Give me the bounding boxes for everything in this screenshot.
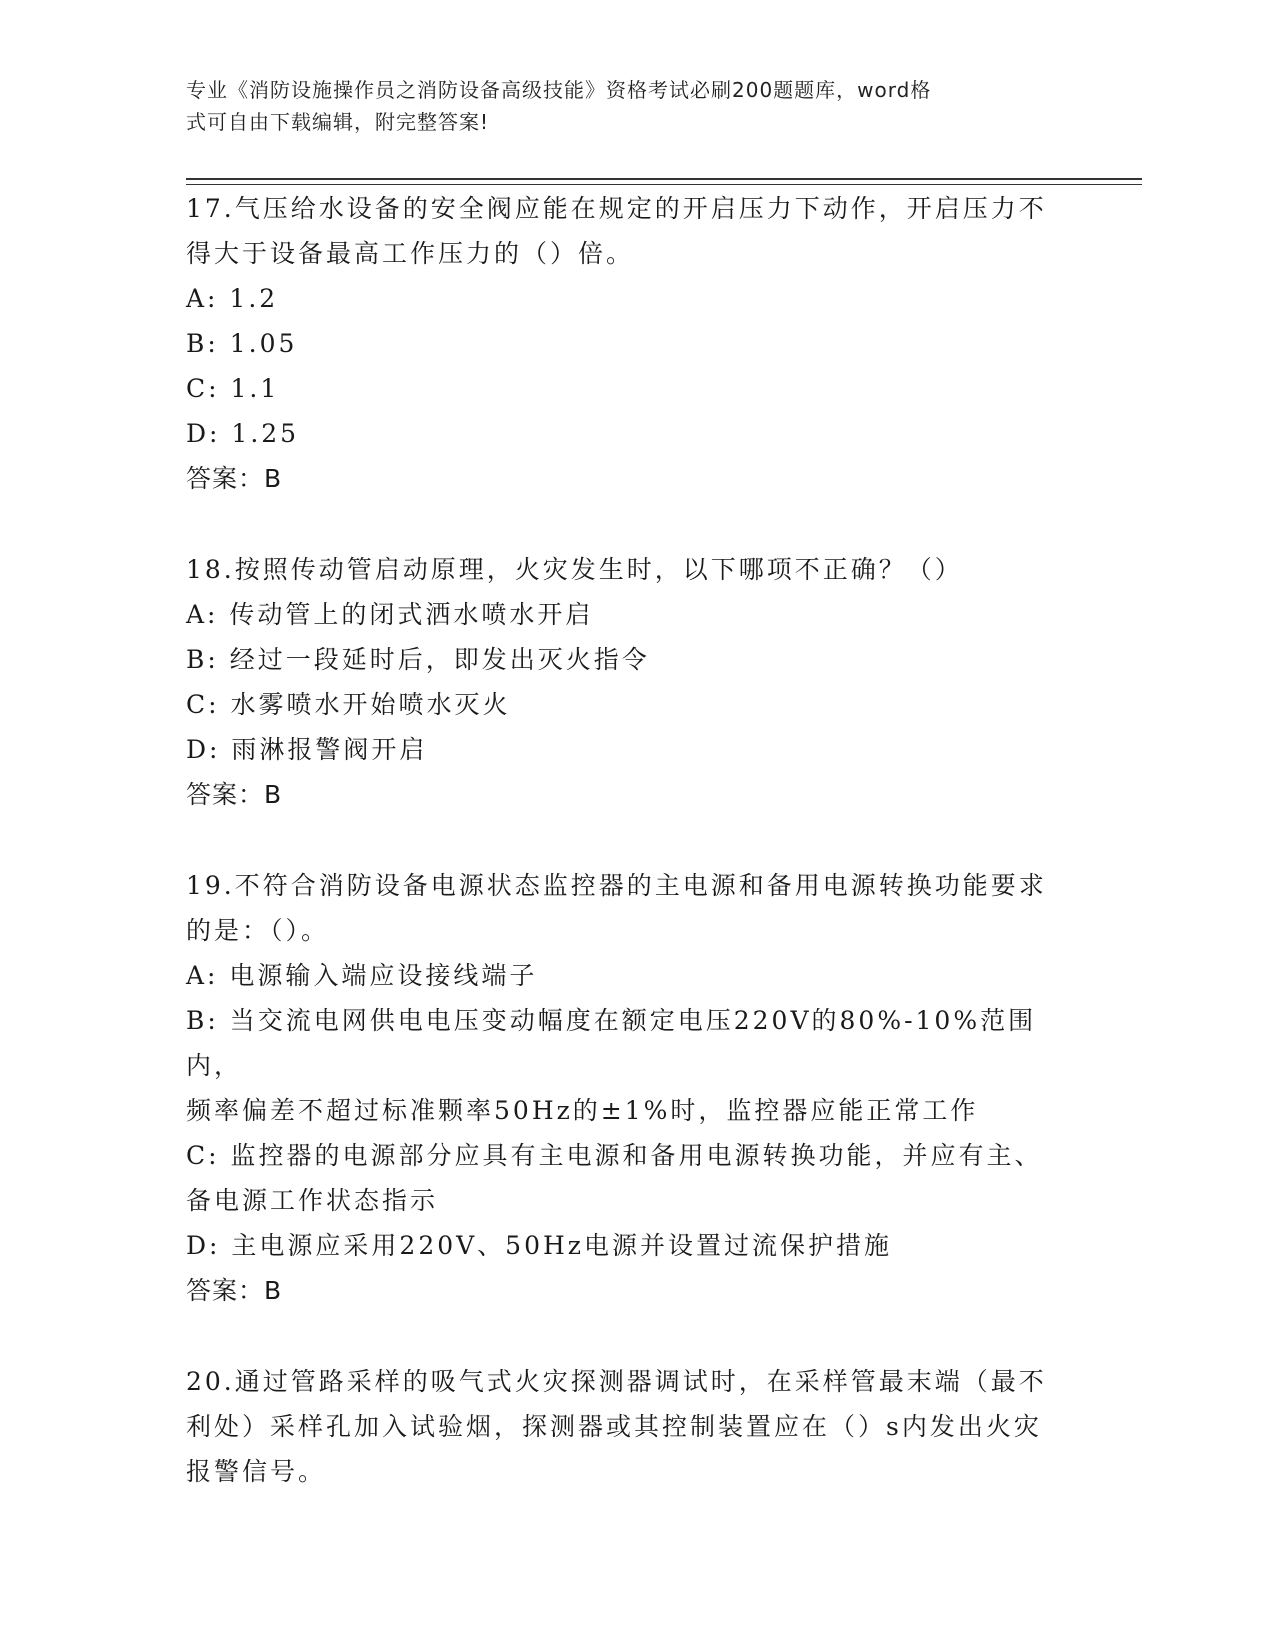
option-c-continued: 备电源工作状态指示 [186, 1186, 439, 1215]
option-d: D: 雨淋报警阀开启 [186, 735, 428, 764]
header-line-2: 式可自由下载编辑，附完整答案! [186, 110, 490, 134]
question-stem-line: 18.按照传动管启动原理，火灾发生时，以下哪项不正确？（） [186, 555, 963, 584]
option-a: A: 1.2 [186, 284, 279, 313]
option-a: A: 传动管上的闭式洒水喷水开启 [186, 600, 594, 629]
answer-line: 答案：B [186, 780, 283, 809]
question-list [186, 186, 1086, 1494]
option-b-continued: 频率偏差不超过标准颗率50Hz的±1%时，监控器应能正常工作 [186, 1096, 979, 1125]
header-divider-thick [186, 178, 1142, 180]
question-stem-line: 报警信号。 [186, 1457, 327, 1486]
answer-line: 答案：B [186, 464, 283, 493]
option-b: B: 经过一段延时后，即发出灭火指令 [186, 645, 650, 674]
option-c: C: 1.1 [186, 374, 280, 403]
option-d: D: 主电源应采用220V、50Hz电源并设置过流保护措施 [186, 1231, 892, 1260]
question-stem-line: 20.通过管路采样的吸气式火灾探测器调试时，在采样管最末端（最不 [186, 1367, 1047, 1396]
option-a: A: 电源输入端应设接线端子 [186, 961, 538, 990]
question-17 [186, 186, 1086, 501]
question-19 [186, 863, 1086, 1313]
document-header [186, 74, 1066, 138]
option-c: C: 监控器的电源部分应具有主电源和备用电源转换功能，并应有主、 [186, 1141, 1043, 1170]
option-c: C: 水雾喷水开始喷水灭火 [186, 690, 511, 719]
question-spacer [186, 501, 1086, 547]
header-divider-thin [186, 184, 1142, 185]
question-stem-line: 得大于设备最高工作压力的（）倍。 [186, 239, 635, 268]
option-d: D: 1.25 [186, 419, 300, 448]
question-18 [186, 547, 1086, 817]
question-stem-line: 17.气压给水设备的安全阀应能在规定的开启压力下动作，开启压力不 [186, 194, 1047, 223]
question-stem-line: 利处）采样孔加入试验烟，探测器或其控制装置应在（）s内发出火灾 [186, 1412, 1042, 1441]
question-stem-line: 的是：（）。 [186, 916, 330, 945]
option-b: B: 当交流电网供电电压变动幅度在额定电压220V的80%-10%范围内， [186, 1006, 1037, 1080]
question-20 [186, 1359, 1086, 1494]
header-line-1: 专业《消防设施操作员之消防设备高级技能》资格考试必刷200题题库，word格 [186, 78, 932, 102]
answer-line: 答案：B [186, 1276, 283, 1305]
option-b: B: 1.05 [186, 329, 298, 358]
question-spacer [186, 817, 1086, 863]
question-stem-line: 19.不符合消防设备电源状态监控器的主电源和备用电源转换功能要求 [186, 871, 1047, 900]
question-spacer [186, 1313, 1086, 1359]
